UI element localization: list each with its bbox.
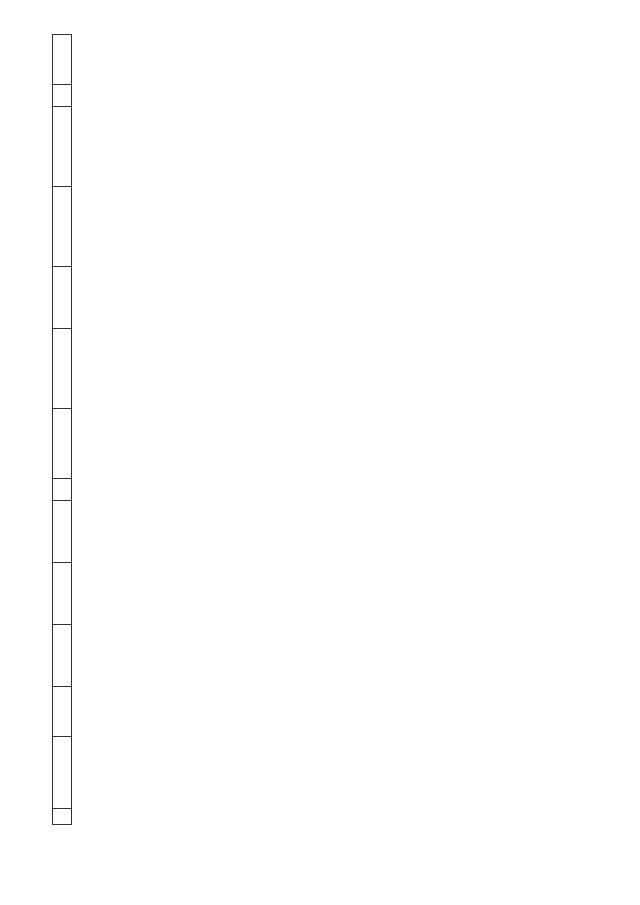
col-num (53, 107, 72, 187)
col-num (53, 687, 72, 737)
column-number-row (53, 35, 72, 825)
col-num (53, 809, 72, 825)
col-num (53, 737, 72, 809)
col-num (53, 501, 72, 563)
col-num (53, 625, 72, 687)
col-num (53, 409, 72, 479)
construction-objects-table (52, 34, 72, 825)
col-num (53, 329, 72, 409)
col-num (53, 267, 72, 329)
col-num (53, 479, 72, 501)
col-num (53, 563, 72, 625)
col-num (53, 35, 72, 85)
col-num (53, 85, 72, 107)
col-num (53, 187, 72, 267)
